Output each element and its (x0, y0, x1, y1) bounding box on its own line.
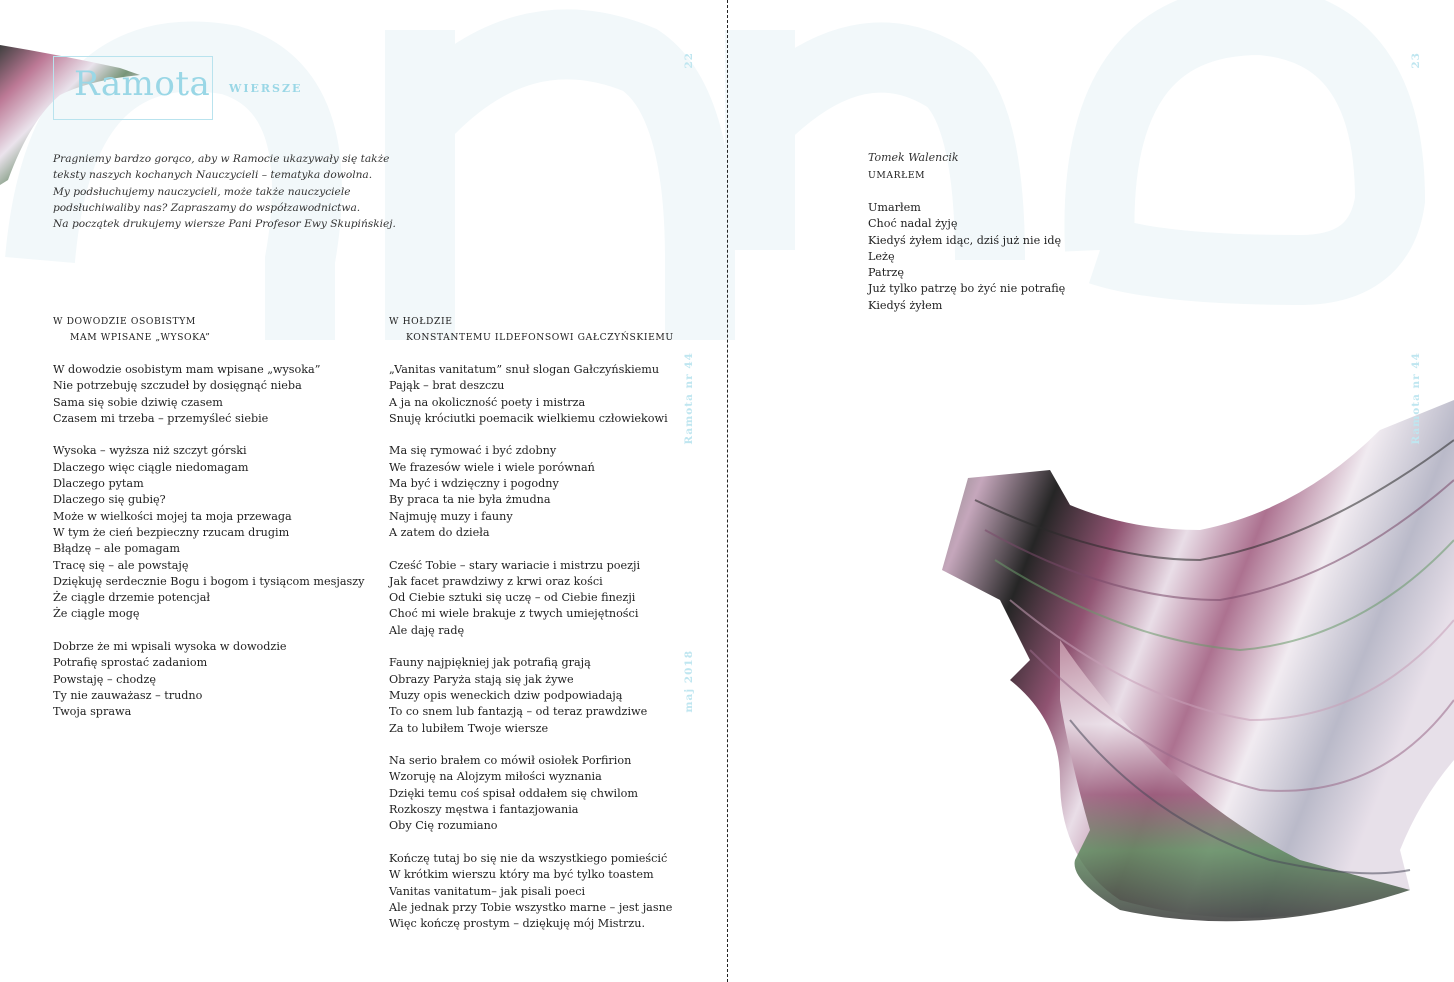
poem-line: Może w wielkości mojej ta moja przewaga (53, 509, 292, 523)
poem-line: Powstaję – chodzę (53, 672, 156, 686)
poem-line: A zatem do dzieła (389, 525, 490, 539)
issue-runner-left: Ramota nr 44 (683, 352, 695, 445)
poem-line: Dlaczego się gubię? (53, 493, 166, 507)
intro-line: My podsłuchujemy nauczycieli, może także nauczyciele (53, 185, 351, 198)
date-runner-left: maj 2018 (683, 650, 695, 713)
poem1-title-line2: MAM WPISANE „WYSOKA” (70, 332, 211, 343)
poem2-title-line1: W HOŁDZIE (389, 316, 453, 327)
poem-line: Tracę się – ale powstaję (53, 558, 189, 572)
poem-line: W dowodzie osobistym mam wpisane „wysoka” (53, 363, 321, 376)
poem-line: Rozkoszy męstwa i fantazjowania (389, 803, 579, 817)
poem-line: Sama się sobie dziwię czasem (53, 395, 223, 409)
poem-line: Twoja sprawa (53, 705, 132, 719)
poem-line: Wysoka – wyższa niż szczyt górski (53, 444, 247, 458)
poem-line: Obrazy Paryża stają się jak żywe (389, 672, 574, 686)
poem-line: W krótkim wierszu który ma być tylko toastem (389, 868, 654, 882)
intro-paragraph (53, 151, 396, 232)
stanza-gap (389, 541, 672, 557)
page-fold-divider (727, 0, 728, 982)
stanza-gap (389, 835, 672, 851)
poem-line: A ja na okoliczność poety i mistrza (389, 395, 586, 409)
section-label: WIERSZE (229, 82, 303, 95)
poem-line: Ale jednak przy Tobie wszystko marne – jest jasne (389, 900, 673, 914)
poem-line: Od Ciebie sztuki się uczę – od Ciebie finezji (389, 591, 636, 605)
intro-line: teksty naszych kochanych Nauczycieli – tematyka dowolna. (53, 169, 373, 182)
poem-line: Umarłem (868, 201, 921, 214)
poem2-title-line2: KONSTANTEMU ILDEFONSOWI GAŁCZYŃSKIEMU (406, 332, 674, 343)
poem-line: Potrafię sprostać zadaniom (53, 656, 208, 670)
poem-line: Dzięki temu coś spisał oddałem się chwilom (389, 786, 639, 800)
poem-line: Kończę tutaj bo się nie da wszystkiego pomieścić (389, 851, 668, 865)
poem-line: Że ciągle drzemie potencjał (53, 591, 211, 605)
poem-line: Oby Cię rozumiano (389, 819, 498, 833)
magazine-logo: Ramota (74, 64, 211, 104)
poem1-title (53, 314, 210, 346)
poem-line: Ma się rymować i być zdobny (389, 444, 557, 458)
poem-line: Ty nie zauważasz – trudno (53, 688, 203, 702)
poem-line: Nie potrzebuję szczudeł by dosięgnąć nieba (53, 379, 302, 393)
poem1-body (53, 362, 364, 721)
poem-line: Więc kończę prostym – dziękuję mój Mistrzu. (389, 917, 646, 931)
poem2-body (389, 362, 672, 932)
poem-line: Fauny najpiękniej jak potrafią grają (389, 656, 591, 670)
poem-line: Jak facet prawdziwy z krwi oraz kości (389, 574, 603, 588)
poem-line: Dlaczego pytam (53, 477, 144, 491)
poem-line: Choć mi wiele brakuje z twych umiejętności (389, 607, 639, 621)
poem-line: Kiedyś żyłem idąc, dziś już nie idę (868, 233, 1062, 247)
issue-runner-right: Ramota nr 44 (1410, 352, 1422, 445)
intro-line: Na początek drukujemy wiersze Pani Profesor Ewy Skupińskiej. (53, 218, 396, 231)
poem-line: To co snem lub fantazją – od teraz prawdziwe (389, 705, 648, 719)
page-number-right: 23 (1410, 52, 1422, 69)
poem-author: Tomek Walencik (868, 151, 959, 164)
poem-line: Za to lubiłem Twoje wiersze (389, 721, 549, 735)
poem-line: Ale daję radę (389, 623, 465, 637)
poem-line: Że ciągle mogę (53, 607, 140, 621)
poem-line: Leżę (868, 249, 895, 263)
poem-line: Wzoruję na Alojzym miłości wyznania (389, 770, 602, 784)
stanza-gap (53, 427, 364, 443)
poem-line: Błądzę – ale pomagam (53, 542, 180, 556)
poem-line: Kiedyś żyłem (868, 298, 943, 312)
poem-line: W tym że cień bezpieczny rzucam drugim (53, 525, 290, 539)
poem3-body (868, 200, 1065, 314)
poem-line: Muzy opis weneckich dziw podpowiadają (389, 688, 623, 702)
poem-line: Ma być i wdzięczny i pogodny (389, 477, 559, 491)
poem-line: Na serio brałem co mówił osiołek Porfirion (389, 754, 632, 768)
poem-line: Snuję króciutki poemacik wielkiemu człowiekowi (389, 411, 668, 425)
poem-line: Choć nadal żyję (868, 217, 958, 231)
poem-line: Patrzę (868, 266, 905, 280)
poem-line: Cześć Tobie – stary wariacie i mistrzu poezji (389, 558, 641, 572)
poem-line: „Vanitas vanitatum” snuł slogan Gałczyńskiemu (389, 363, 660, 376)
intro-line: Pragniemy bardzo gorąco, aby w Ramocie ukazywały się także (53, 153, 390, 165)
page-number-left: 22 (683, 52, 695, 69)
poem1-title-line1: W DOWODZIE OSOBISTYM (53, 316, 196, 327)
stanza-gap (389, 737, 672, 753)
stanza-gap (389, 639, 672, 655)
poem-line: Pająk – brat deszczu (389, 379, 505, 393)
intro-line: podsłuchiwaliby nas? Zapraszamy do współzawodnictwa. (53, 201, 361, 214)
poem2-title (389, 314, 674, 346)
poem-line: Dlaczego więc ciągle niedomagam (53, 460, 249, 474)
stanza-gap (389, 427, 672, 443)
poem-line: Dziękuję serdecznie Bogu i bogom i tysiącom mesjaszy (53, 574, 365, 588)
poem-line: By praca ta nie była żmudna (389, 493, 551, 507)
poem3-title: UMARŁEM (868, 170, 926, 181)
poem-line: Dobrze że mi wpisali wysoka w dowodzie (53, 640, 287, 654)
poem-line: Vanitas vanitatum– jak pisali poeci (389, 884, 586, 898)
poem-line: Czasem mi trzeba – przemyśleć siebie (53, 411, 269, 425)
poem-line: Najmuję muzy i fauny (389, 509, 513, 523)
stanza-gap (53, 623, 364, 639)
poem-line: Już tylko patrzę bo żyć nie potrafię (868, 282, 1066, 296)
poem-line: We frazesów wiele i wiele porównań (389, 460, 595, 474)
